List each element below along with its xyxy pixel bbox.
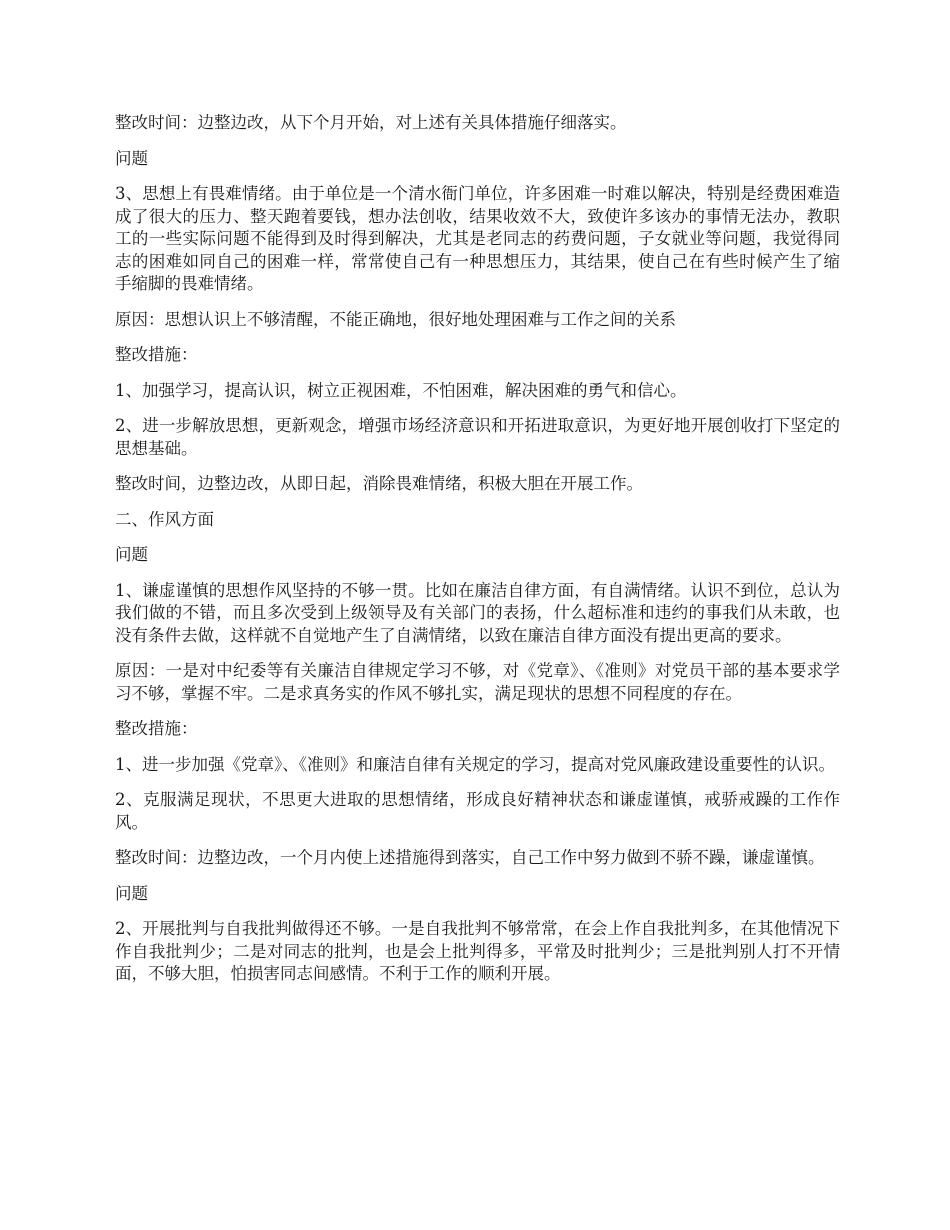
paragraph-measure-1: 1、加强学习，提高认识，树立正视困难，不怕困难，解决困难的勇气和信心。: [115, 380, 687, 400]
paragraph-problem-style-2: 2、开展批判与自我批判做得还不够。一是自我批判不够常常，在会上作自我批判多，在其他情况下作自我批判少；二是对同志的批判，也是会上批判得多，平常及时批判少；三是批判别人打不开情面，不够大胆，怕损害同志间感情。不利于工作的顺利开展。: [115, 919, 840, 983]
paragraph-measures-heading-2: 整改措施：: [115, 719, 198, 738]
paragraph-rectification-time-1: 整改时间：边整边改，从下个月开始，对上述有关具体措施仔细落实。: [115, 113, 627, 132]
paragraph-rectification-time-2: 整改时间，边整边改，从即日起，消除畏难情绪，积极大胆在开展工作。: [115, 474, 643, 493]
paragraph-problem-heading-1: 问题: [115, 148, 148, 168]
document-body: [115, 112, 840, 999]
section-heading-work-style: 二、作风方面: [115, 509, 214, 529]
paragraph-measure-3: 1、进一步加强《党章》、《准则》和廉洁自律有关规定的学习，提高对党风廉政建设重要性的认识。: [115, 754, 835, 774]
paragraph-cause-1: 原因：思想认识上不够清醒，不能正确地，很好地处理困难与工作之间的关系: [115, 309, 676, 329]
paragraph-problem-3: 3、思想上有畏难情绪。由于单位是一个清水衙门单位，许多困难一时难以解决，特别是经费困难造成了很大的压力、整天跑着要钱，想办法创收，结果收效不大，致使许多该办的事情无法办，教职工的一些实际问题不能得到及时得到解决，尤其是老同志的药费问题，子女就业等问题，我觉得同志的困难如同自己的困难一样，常常使自己有一种思想压力，其结果，使自己在有些时候产生了缩手缩脚的畏难情绪。: [115, 184, 840, 293]
paragraph-problem-style-1: 1、谦虚谨慎的思想作风坚持的不够一贯。比如在廉洁自律方面，有自满情绪。认识不到位，总认为我们做的不错，而且多次受到上级领导及有关部门的表扬，什么超标准和违约的事我们从未敢，也没有条件去做，这样就不自觉地产生了自满情绪，以致在廉洁自律方面没有提出更高的要求。: [115, 580, 840, 645]
paragraph-problem-heading-2: 问题: [115, 545, 148, 564]
paragraph-rectification-time-3: 整改时间：边整边改，一个月内使上述措施得到落实，自己工作中努力做到不骄不躁，谦虚谨慎。: [115, 848, 825, 867]
paragraph-measures-heading-1: 整改措施：: [115, 345, 198, 364]
paragraph-cause-2: 原因：一是对中纪委等有关廉洁自律规定学习不够，对《党章》、《准则》对党员干部的基本要求学习不够，掌握不牢。二是求真务实的作风不够扎实，满足现状的思想不同程度的存在。: [115, 661, 840, 703]
paragraph-measure-2: 2、进一步解放思想，更新观念，增强市场经济意识和开拓进取意识，为更好地开展创收打下坚定的思想基础。: [115, 416, 840, 458]
paragraph-problem-heading-3: 问题: [115, 883, 148, 903]
paragraph-measure-4: 2、克服满足现状，不思更大进取的思想情绪，形成良好精神状态和谦虚谨慎，戒骄戒躁的工作作风。: [115, 790, 840, 832]
